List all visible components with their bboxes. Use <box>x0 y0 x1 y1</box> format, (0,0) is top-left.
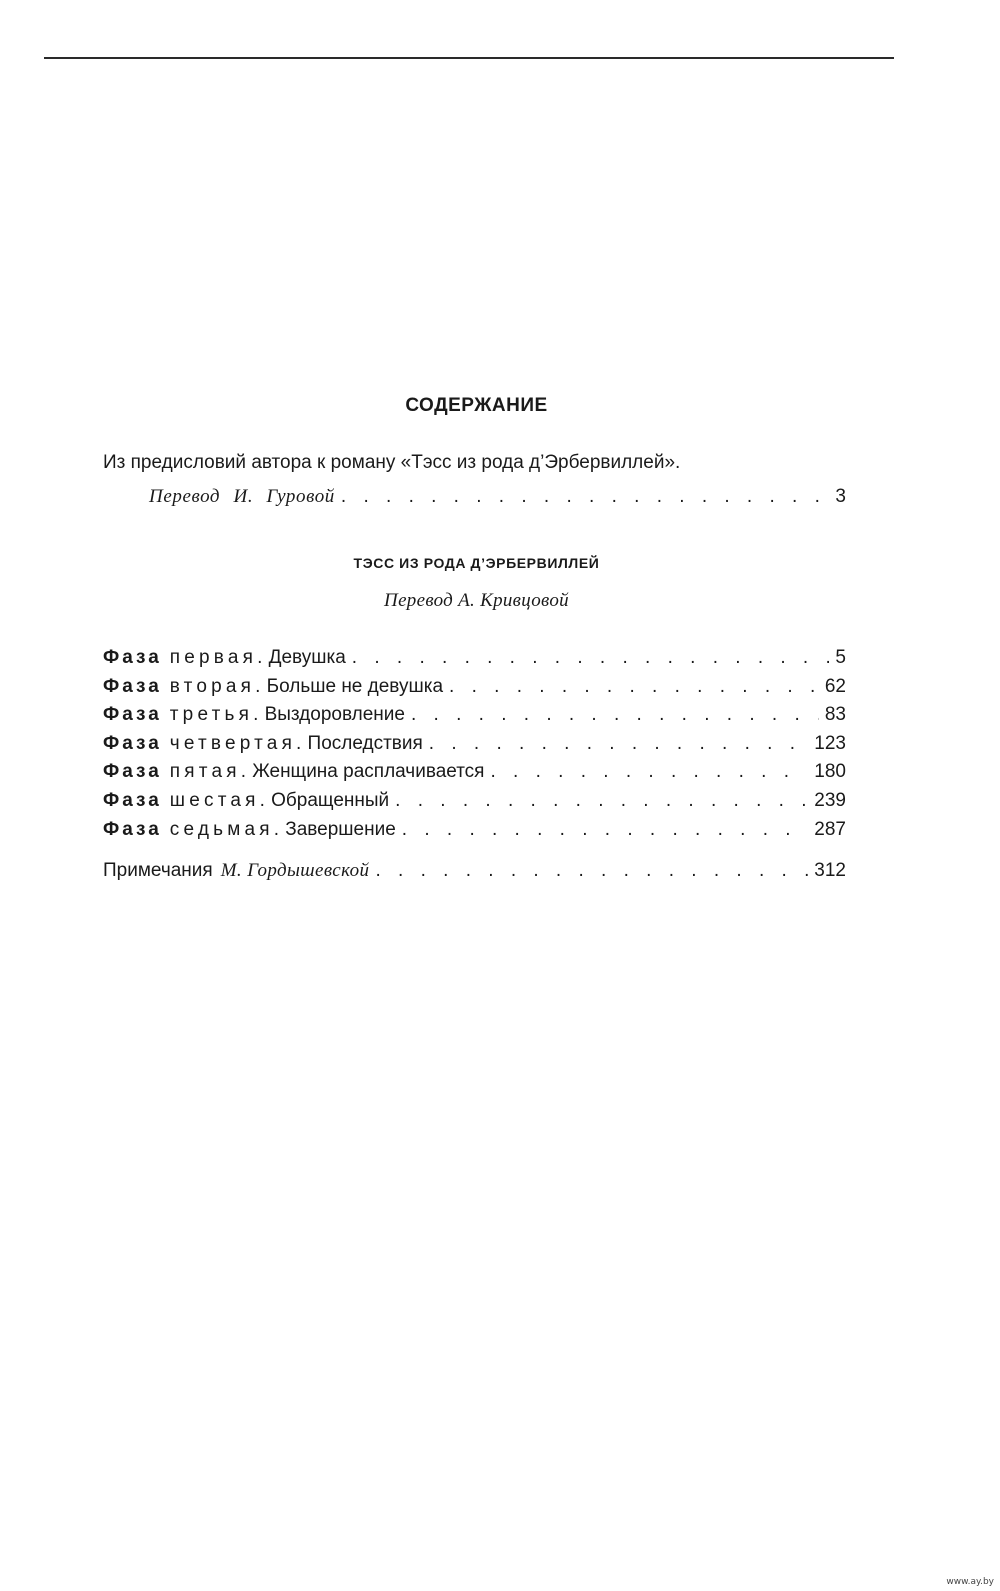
phase-title: Последствия <box>307 733 423 754</box>
phase-word: Фаза <box>103 733 162 754</box>
phase-title: Выздоровление <box>264 704 405 725</box>
novel-translator: Перевод А. Кривцовой <box>384 590 569 611</box>
preface-translator: Перевод И. Гуровой <box>149 486 335 507</box>
toc-entry-phase-7[interactable] <box>103 819 846 841</box>
page-number: 287 <box>814 819 846 840</box>
dot-leader <box>402 819 809 841</box>
phase-ordinal: четвертая. <box>169 733 306 754</box>
toc-entry-phase-4[interactable] <box>103 733 846 755</box>
top-rule <box>44 57 894 59</box>
preface-translator-row[interactable] <box>149 486 846 508</box>
phase-title: Девушка <box>268 647 346 668</box>
toc-entry-phase-5[interactable] <box>103 761 846 783</box>
phase-word: Фаза <box>103 761 162 782</box>
page-number: 62 <box>824 676 846 697</box>
page-number: 239 <box>814 790 846 811</box>
page-number: 312 <box>814 860 846 881</box>
page-number: 3 <box>835 486 846 507</box>
phase-ordinal: седьмая. <box>169 819 284 840</box>
page-number: 123 <box>814 733 846 754</box>
phase-title: Женщина расплачивается <box>252 761 485 782</box>
toc-entry-phase-3[interactable] <box>103 704 846 726</box>
page-number: 5 <box>835 647 846 668</box>
preface-title[interactable]: Из предисловий автора к роману «Тэсс из рода д’Эрбервиллей». <box>103 452 681 473</box>
phase-ordinal: пятая. <box>169 761 251 782</box>
phase-ordinal: вторая. <box>169 676 265 697</box>
dot-leader <box>449 676 819 698</box>
phase-ordinal: первая. <box>169 647 267 668</box>
toc-entry-phase-1[interactable] <box>103 647 846 669</box>
novel-title: ТЭСС ИЗ РОДА Д’ЭРБЕРВИЛЛЕЙ <box>353 555 600 571</box>
watermark: www.ay.by <box>946 1577 994 1587</box>
notes-author: М. Гордышевской <box>220 860 370 881</box>
phase-title: Больше не девушка <box>266 676 444 697</box>
dot-leader <box>352 647 830 669</box>
toc-entry-notes[interactable] <box>103 860 846 882</box>
toc-heading: СОДЕРЖАНИЕ <box>405 395 548 416</box>
toc-entry-phase-6[interactable] <box>103 790 846 812</box>
dot-leader <box>395 790 808 812</box>
dot-leader <box>429 733 809 755</box>
phase-ordinal: третья. <box>169 704 263 725</box>
dot-leader <box>490 761 808 783</box>
phase-word: Фаза <box>103 704 162 725</box>
phase-word: Фаза <box>103 647 162 668</box>
dot-leader <box>341 486 830 508</box>
phase-title: Обращенный <box>271 790 390 811</box>
notes-label: Примечания <box>103 860 213 881</box>
page-number: 83 <box>824 704 846 725</box>
phase-word: Фаза <box>103 676 162 697</box>
phase-word: Фаза <box>103 819 162 840</box>
phase-title: Завершение <box>285 819 396 840</box>
dot-leader <box>375 860 808 882</box>
phase-ordinal: шестая. <box>169 790 270 811</box>
toc-entry-phase-2[interactable] <box>103 676 846 698</box>
dot-leader <box>411 704 819 726</box>
phase-word: Фаза <box>103 790 162 811</box>
page-number: 180 <box>814 761 846 782</box>
